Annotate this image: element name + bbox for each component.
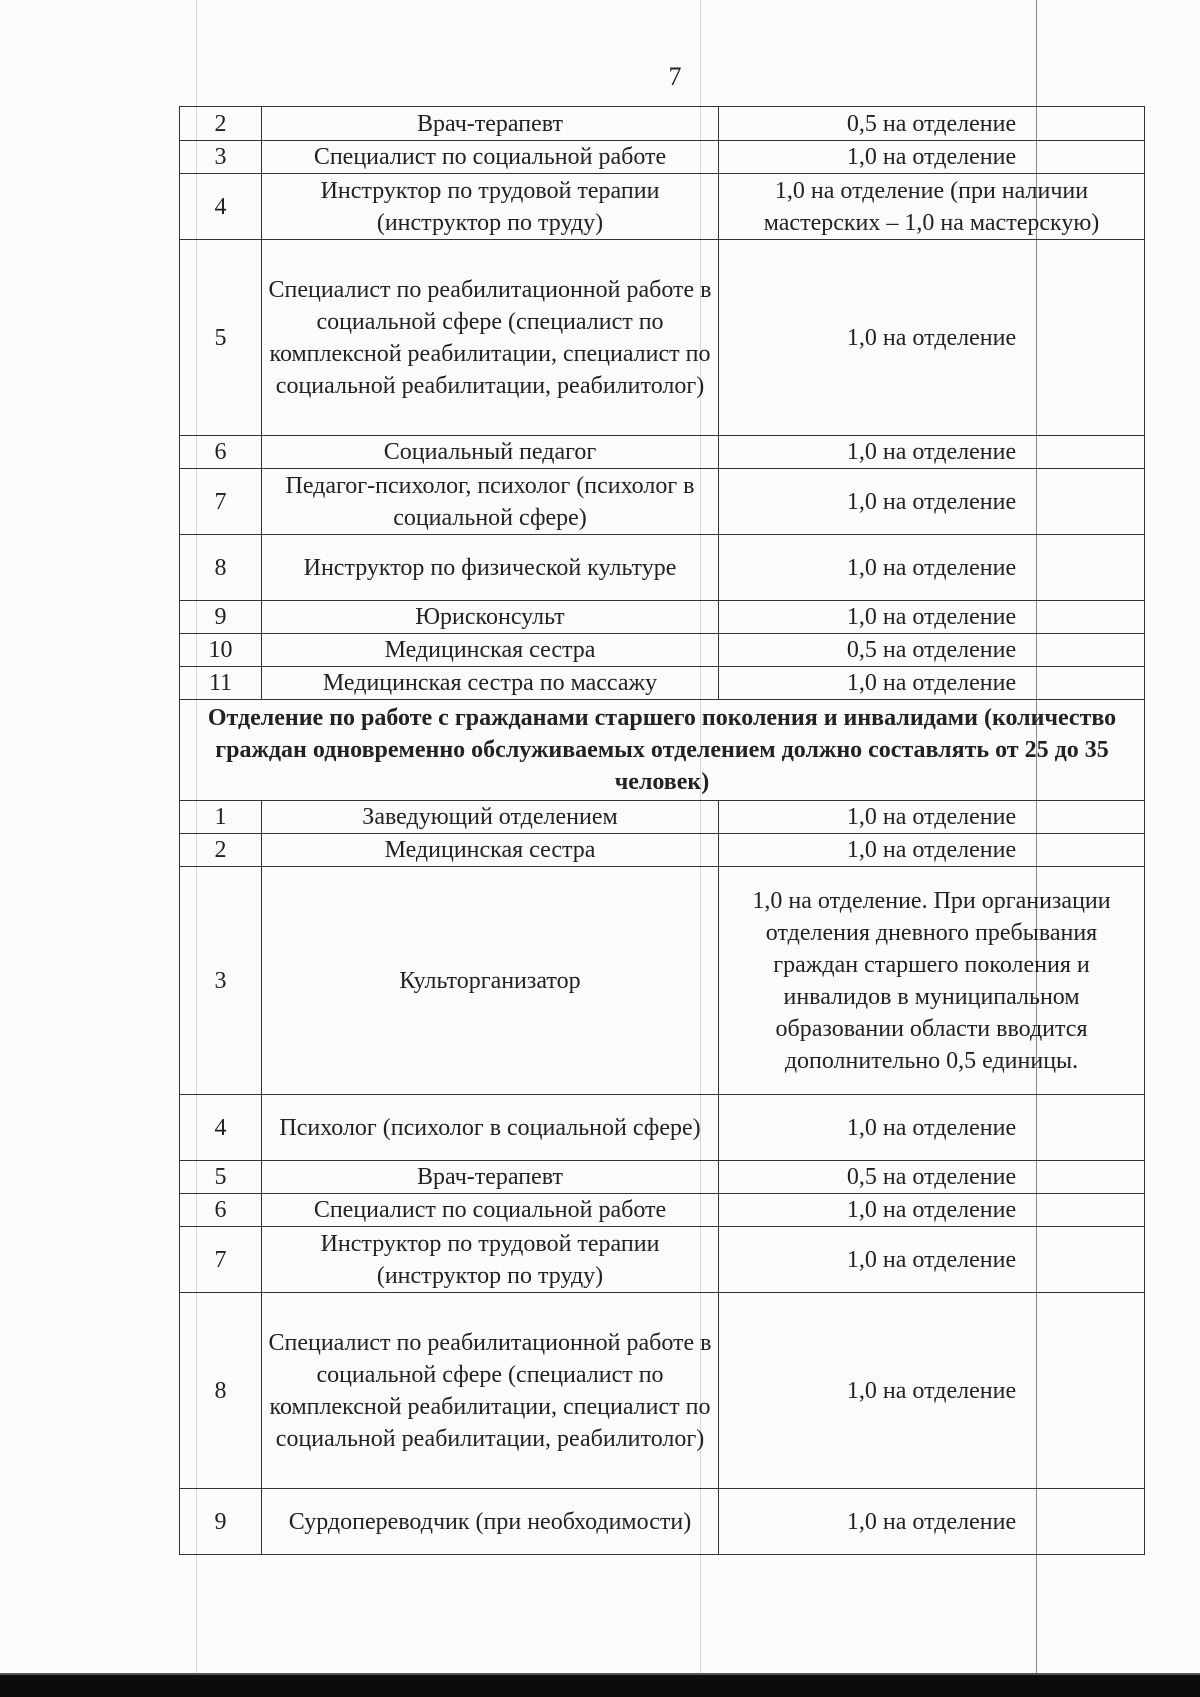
norm-cell: 0,5 на отделение xyxy=(719,107,1145,141)
row-number: 4 xyxy=(180,174,262,240)
norm-cell: 1,0 на отделение xyxy=(719,1293,1145,1489)
position-cell: Инструктор по физической культуре xyxy=(262,535,719,601)
table-row xyxy=(180,1161,1145,1194)
table-row xyxy=(180,1095,1145,1161)
row-number: 2 xyxy=(180,107,262,141)
norm-cell: 0,5 на отделение xyxy=(719,634,1145,667)
position-cell: Культорганизатор xyxy=(262,867,719,1095)
position-cell: Социальный педагог xyxy=(262,436,719,469)
norm-cell: 0,5 на отделение xyxy=(719,1161,1145,1194)
table-row xyxy=(180,667,1145,700)
table-row xyxy=(180,1227,1145,1293)
row-number: 7 xyxy=(180,469,262,535)
table-row xyxy=(180,535,1145,601)
norm-cell: 1,0 на отделение xyxy=(719,1489,1145,1555)
table-row xyxy=(180,801,1145,834)
norm-cell: 1,0 на отделение xyxy=(719,667,1145,700)
position-cell: Заведующий отделением xyxy=(262,801,719,834)
position-cell: Инструктор по трудовой терапии (инструктор по труду) xyxy=(262,174,719,240)
table-row xyxy=(180,1489,1145,1555)
row-number: 9 xyxy=(180,1489,262,1555)
table-row xyxy=(180,240,1145,436)
row-number: 5 xyxy=(180,1161,262,1194)
row-number: 6 xyxy=(180,436,262,469)
norm-cell: 1,0 на отделение xyxy=(719,469,1145,535)
position-cell: Специалист по социальной работе xyxy=(262,1194,719,1227)
row-number: 11 xyxy=(180,667,262,700)
position-cell: Специалист по реабилитационной работе в социальной сфере (специалист по комплексной реабилитации, специалист по социальной реабилитации, реабилитолог) xyxy=(262,240,719,436)
table-row xyxy=(180,634,1145,667)
section-heading-row xyxy=(180,700,1145,801)
table-row xyxy=(180,436,1145,469)
norm-cell: 1,0 на отделение xyxy=(719,436,1145,469)
row-number: 8 xyxy=(180,535,262,601)
norm-cell: 1,0 на отделение (при наличии мастерских – 1,0 на мастерскую) xyxy=(719,174,1145,240)
row-number: 6 xyxy=(180,1194,262,1227)
position-cell: Сурдопереводчик (при необходимости) xyxy=(262,1489,719,1555)
row-number: 1 xyxy=(180,801,262,834)
norm-cell: 1,0 на отделение xyxy=(719,141,1145,174)
position-cell: Инструктор по трудовой терапии (инструктор по труду) xyxy=(262,1227,719,1293)
row-number: 3 xyxy=(180,867,262,1095)
row-number: 7 xyxy=(180,1227,262,1293)
norm-cell: 1,0 на отделение. При организации отделения дневного пребывания граждан старшего поколения и инвалидов в муниципальном образовании области вводится дополнительно 0,5 единицы. xyxy=(719,867,1145,1095)
position-cell: Медицинская сестра xyxy=(262,634,719,667)
table-row xyxy=(180,601,1145,634)
norm-cell: 1,0 на отделение xyxy=(719,601,1145,634)
row-number: 10 xyxy=(180,634,262,667)
row-number: 4 xyxy=(180,1095,262,1161)
table-row xyxy=(180,469,1145,535)
norm-cell: 1,0 на отделение xyxy=(719,1095,1145,1161)
norm-cell: 1,0 на отделение xyxy=(719,1227,1145,1293)
row-number: 9 xyxy=(180,601,262,634)
table-row xyxy=(180,107,1145,141)
position-cell: Педагог-психолог, психолог (психолог в социальной сфере) xyxy=(262,469,719,535)
row-number: 3 xyxy=(180,141,262,174)
norm-cell: 1,0 на отделение xyxy=(719,240,1145,436)
table-row xyxy=(180,141,1145,174)
position-cell: Врач-терапевт xyxy=(262,1161,719,1194)
row-number: 2 xyxy=(180,834,262,867)
position-cell: Специалист по социальной работе xyxy=(262,141,719,174)
row-number: 8 xyxy=(180,1293,262,1489)
position-cell: Специалист по реабилитационной работе в социальной сфере (специалист по комплексной реабилитации, специалист по социальной реабилитации, реабилитолог) xyxy=(262,1293,719,1489)
section-heading: Отделение по работе с гражданами старшего поколения и инвалидами (количество граждан одновременно обслуживаемых отделением должно составлять от 25 до 35 человек) xyxy=(180,700,1145,801)
norm-cell: 1,0 на отделение xyxy=(719,535,1145,601)
position-cell: Психолог (психолог в социальной сфере) xyxy=(262,1095,719,1161)
staffing-table xyxy=(179,106,1145,1555)
position-cell: Врач-терапевт xyxy=(262,107,719,141)
table-row xyxy=(180,174,1145,240)
table-row xyxy=(180,834,1145,867)
position-cell: Юрисконсульт xyxy=(262,601,719,634)
page-number: 7 xyxy=(668,62,682,91)
row-number: 5 xyxy=(180,240,262,436)
norm-cell: 1,0 на отделение xyxy=(719,834,1145,867)
table-row xyxy=(180,1194,1145,1227)
table-row xyxy=(180,867,1145,1095)
position-cell: Медицинская сестра xyxy=(262,834,719,867)
norm-cell: 1,0 на отделение xyxy=(719,1194,1145,1227)
norm-cell: 1,0 на отделение xyxy=(719,801,1145,834)
table-row xyxy=(180,1293,1145,1489)
position-cell: Медицинская сестра по массажу xyxy=(262,667,719,700)
scan-artifact-bar xyxy=(0,1675,1200,1697)
